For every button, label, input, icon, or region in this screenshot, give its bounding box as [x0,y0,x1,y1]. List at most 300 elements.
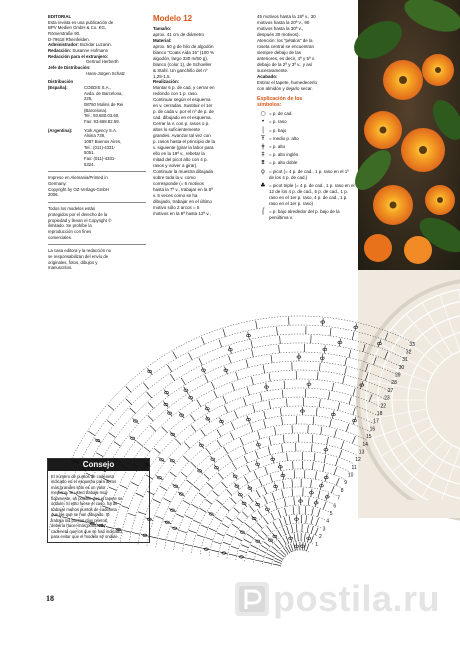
crochet-symbol-icon: ⌠ [261,207,265,215]
stitch-mark [319,399,320,407]
continuation-line: Atención: los “pétalos” de la [257,37,313,43]
legend-item [257,169,355,181]
crochet-symbol-icon: ♣ [260,181,266,189]
stitch-mark [213,491,219,496]
stitch-mark [276,555,283,559]
rights-line: ilimitado. Se prohíbe la [48,223,92,229]
rights-line: protegidos por el derecho de la [48,211,108,217]
round-number: 12 [355,457,361,464]
stitch-mark [251,528,257,533]
stitch-mark [126,399,132,405]
legend-item [257,144,355,150]
espana-address [84,85,146,125]
stitch-mark [246,558,254,560]
stitch-mark [201,430,206,437]
stitch-mark [264,411,266,419]
stitch-mark [156,516,164,519]
legend-item [257,136,355,142]
stitch-mark [197,400,201,407]
continuation-line: anteriores, es decir, 4ª y 5ª v. [257,55,316,61]
stitch-mark [109,433,116,438]
continuation-line: 45 motivos hasta la 18ª v., 30 [257,14,316,19]
stitch-mark [312,507,314,515]
stitch-mark [330,419,332,427]
stitch-mark [353,388,355,396]
consejo-line: El número de puntos de cadeneta [51,474,114,479]
stitch-mark [253,405,255,413]
consejo-box [47,458,150,543]
material-line: aprox. 50 g de hilo de algodón [153,43,214,49]
stitch-mark [130,408,136,414]
stitch-mark [261,545,268,549]
stitch-mark [244,523,250,528]
address-line: York Agency S.A. [84,127,118,133]
stitch-mark [181,472,187,477]
legend-text: = p. alto doble [269,160,298,166]
stitch-mark [255,560,263,562]
stitch-mark [258,431,260,439]
intro-line: Esta revista es una publicación de [48,19,114,25]
stitch-mark [193,486,199,491]
round-number: 30 [398,364,405,371]
address-line: 5324. [84,161,95,167]
stitch-mark [217,533,224,536]
stitch-mark [257,441,260,449]
round-number: 31 [402,357,408,364]
stitch-mark [320,482,322,490]
realizacion-line: v. 5 veces como se ha [153,193,198,199]
round-number: 27 [387,387,394,394]
realizacion-line: sobre toda la v. como [153,175,196,181]
round-number: 1 [315,541,319,548]
stitch-mark [170,472,176,477]
stitch-mark [148,403,153,409]
stitch-mark [293,461,294,469]
stitch-mark [272,493,275,501]
stitch-mark [168,365,172,372]
stitch-mark [218,473,223,479]
stitch-mark [206,499,212,504]
stitch-mark [202,367,206,374]
round-number: 3 [322,526,326,533]
legend-text: = medio p. alto [269,135,299,141]
stitch-mark [294,534,295,542]
stitch-mark [315,499,317,507]
dist-label: Distribución [48,79,74,85]
stitch-mark [237,518,243,523]
stitch-mark [269,550,276,554]
stitch-mark [206,448,211,454]
crochet-symbol-icon: ǂ [261,143,265,151]
stitch-mark [220,552,228,554]
stitch-mark [290,544,293,552]
stitch-mark [275,502,278,510]
intro-line: D-79618 Rheinfelden. [48,36,90,42]
stitch-mark [274,561,282,564]
stitch-mark [189,353,193,360]
realizacion-line: en v. cerradas. Sustituir el 1er [153,103,213,109]
stitch-mark [162,427,168,433]
stitch-mark [225,367,228,375]
stitch-mark [292,479,293,487]
crochet-symbol-icon: Ŧ [261,134,265,142]
stitch-mark [345,367,347,375]
stitch-mark [311,444,312,452]
stitch-mark [235,537,242,541]
realizacion-line: Montar 6 p. de cad. y cerrar en [153,85,215,91]
consejo-line: ondule. Si esto fuese el caso, ha de [51,501,118,507]
stitch-mark [236,372,239,380]
stitch-mark [345,358,347,366]
stitch-mark [190,415,195,422]
stitch-mark [324,455,326,463]
material-line: & Stahl. Un ganchillo del nº [153,67,208,73]
consejo-line: más grandes sólo es un valor [51,484,106,490]
rights-line: comerciales. [48,234,73,240]
stitch-mark [204,474,210,480]
legend-text: = p. raso [269,119,287,125]
crochet-symbol-icon: ○ [260,110,266,118]
stitch-mark [321,427,322,435]
stitch-mark [160,486,167,490]
resp-line: manuscritos. [48,265,73,271]
stitch-mark [352,436,355,443]
stitch-mark [291,525,293,533]
stitch-mark [279,519,282,526]
stitch-mark [334,430,336,438]
address-line: COEDIS S.A., [84,85,111,91]
simbolos-title-line1: Explicación de los [257,95,303,102]
instructions-column [153,14,253,217]
stitch-mark [176,542,184,544]
address-line: Fax: 93.668.82.59. [84,119,120,125]
consejo-line: indicado en el esquema para arcos [51,479,117,485]
divider [48,244,146,245]
stitch-mark [251,545,258,549]
tamano-label: Tamaño: [153,25,172,31]
rights-line: Todos los modelos están [48,206,96,212]
continuation-line: roseta central se encuentran [257,43,315,49]
stitch-mark [322,354,323,362]
stitch-mark [247,534,254,539]
stitch-mark [263,518,268,525]
crochet-symbol-icon: │ [261,126,265,134]
stitch-mark [201,525,208,528]
espana-label: (España): [48,85,68,91]
stitch-mark [217,430,221,437]
symbol-legend [257,111,355,221]
stitch-mark [308,425,309,433]
stitch-mark [248,551,256,554]
stitch-mark [205,375,209,382]
stitch-mark [173,351,177,358]
stitch-mark [150,426,156,432]
stitch-mark [293,506,294,514]
round-number: 9 [344,480,348,487]
stitch-mark [324,345,325,353]
stitch-mark [272,455,274,463]
watermark [235,578,440,620]
stitch-mark [349,350,351,358]
editorial-intro [48,20,146,43]
stitch-mark [215,517,222,521]
stitch-mark [316,408,317,416]
material-line: blanco “Coats Aida 15” (100 % [153,49,215,55]
stitch-mark [315,528,318,535]
stitch-mark [126,387,132,393]
round-number: 32 [405,349,412,356]
crochet-symbol-icon: ϙ [261,167,265,175]
stitch-mark [252,349,254,357]
stitch-mark [150,536,158,538]
intro-line: Römerstraße 90, [48,31,81,37]
legend-text: = picot (= 4 p. de cad., 1 p. raso en el 1º de los 4 p. de cad.) [269,168,349,180]
realizacion-line: ello en la 19ª v., rebetar la [153,151,205,157]
stitch-mark [296,524,297,532]
stitch-mark [316,518,319,526]
stitch-mark [214,542,222,545]
stitch-mark [270,475,272,483]
acabado-line: Estirar el tapete, humedecerlo [257,79,318,85]
resp-line: originales, fotos, dibujos y [48,259,98,265]
diagram-round [200,469,346,554]
stitch-mark [191,504,198,508]
rights-line: reproducción con fines [48,228,92,234]
stitch-mark [240,438,243,445]
stitch-mark [264,420,266,428]
consejo-line: cadeneta que los que se han indicado, [51,528,123,534]
divider [48,202,146,203]
stitch-mark [284,517,286,525]
stitch-mark [304,533,305,541]
consejo-title: Consejo [48,459,149,471]
stitch-mark [282,472,284,480]
red-label: Redacción: [48,48,72,54]
continuation-line: después 30 motivos). [257,31,300,37]
stitch-mark [330,328,331,336]
stitch-mark [249,505,254,511]
material-label: Material: [153,37,172,43]
stitch-mark [343,376,345,384]
realizacion-label: Realización: [153,79,180,85]
tamano-text: aprox. 41 cm de diámetro [153,31,205,37]
stitch-mark [257,554,265,557]
stitch-mark [287,453,288,461]
stitch-mark [239,550,247,553]
round-number: 10 [347,472,354,479]
stitch-mark [264,542,270,547]
intro-line: BPV Medien GmbH & Co. KG, [48,25,107,31]
stitch-mark [339,450,342,458]
stitch-mark [256,451,259,459]
stitch-mark [263,365,264,373]
stitch-mark [207,483,213,489]
stitch-mark [217,440,221,447]
crochet-symbol-icon: ‡ [261,151,265,159]
stitch-mark [282,444,283,452]
stitch-mark [273,533,278,539]
printed-in [48,175,146,198]
stitch-mark [176,514,183,517]
stitch-mark [223,506,229,511]
acabado-line: con almidón y dejarlo secar. [257,85,313,91]
consejo-line: para evitar que el modelo se ondule. [51,533,119,539]
stitch-mark [164,390,169,396]
diagram-round [280,550,309,567]
argentina-address [84,128,146,168]
stitch-mark [248,485,252,492]
rights-notice [48,206,146,240]
stitch-mark [352,332,354,340]
stitch-mark [220,418,224,425]
stitch-mark [235,483,240,489]
legend-column [257,14,355,223]
stitch-mark [278,510,281,518]
stitch-mark [248,332,250,340]
legend-item [257,183,355,207]
stitch-mark [223,396,226,403]
printed-line: Impreso en Alemania/Printed in [48,175,108,181]
stitch-mark [355,323,357,331]
stitch-mark [315,471,316,479]
diagram-round [111,379,386,540]
legend-item [257,128,355,134]
stitch-mark [319,363,320,371]
stitch-mark [292,488,293,496]
stitch-mark [190,462,196,468]
stitch-mark [252,377,254,385]
stitch-mark [201,337,204,344]
stitch-mark [231,498,237,504]
stitch-mark [200,508,207,512]
crochet-chart [150,300,415,600]
round-number: 2 [319,534,322,541]
stitch-mark [228,455,232,462]
stitch-mark [264,562,272,564]
stitch-mark [248,495,253,502]
address-line: 08750 Molins de Rei [84,102,124,108]
stitch-mark [193,520,200,523]
stitch-mark [234,508,240,513]
stitch-mark [267,526,272,532]
round-number: 13 [358,449,365,456]
realizacion-line: p. rasos hasta el principio de la [153,139,216,145]
admin-label: Administrador: [48,42,79,48]
realizacion-line: Cerrar la v. con p. rasos o p. [153,121,210,127]
round-number: 15 [366,434,372,441]
stitch-mark [266,383,267,391]
realizacion-text [153,85,253,217]
stitch-mark [256,501,260,508]
stitch-mark [179,530,187,533]
stitch-mark [331,486,334,493]
stitch-mark [290,535,292,543]
stitch-mark [334,467,337,475]
resp-line: La casa editora y la redacción no [48,248,112,254]
round-number: 22 [380,403,387,410]
stitch-mark [170,374,174,381]
round-number: 8 [340,487,344,494]
stitch-mark [311,536,314,544]
stitch-mark [244,398,247,406]
stitch-mark [189,530,197,533]
primrose-flowers-doily-photo [358,0,460,518]
stitch-mark [306,515,307,523]
stitch-mark [277,327,278,335]
stitch-mark [264,487,267,494]
diagram-round [165,433,363,549]
stitch-mark [308,534,310,542]
stitch-mark [183,456,189,462]
diagram-round [218,487,338,557]
stitch-mark [258,511,263,518]
stitch-mark [258,535,264,540]
stitch-mark [244,539,251,543]
stitch-mark [229,554,237,556]
stitch-mark [221,482,226,488]
stitch-mark [302,542,303,550]
stitch-mark [313,417,314,425]
stitch-mark [269,438,271,446]
stitch-mark [223,329,225,337]
stitch-mark [226,517,233,522]
legend-text: = p. alto [269,144,286,150]
stitch-mark [312,435,313,443]
stitch-mark [257,523,262,529]
stitch-mark [311,526,313,534]
legend-item [257,111,355,117]
stitch-mark [159,538,167,540]
realizacion-line: motivo sólo 2 arcos = 5 [153,205,200,211]
red-value: Susanne Hofmann [72,48,108,54]
realizacion-line: cad. dibujado en el esquema. [153,115,212,121]
continuation-line: debajo de la 2ª y 3ª v., y así [257,61,313,67]
round-number: 6 [333,503,337,510]
editorial-header: EDITORIAL [48,14,72,19]
round-number: 14 [362,441,368,448]
stitch-mark [317,372,318,380]
stitch-mark [336,478,339,485]
stitch-mark [318,491,320,499]
stitch-mark [307,525,308,533]
stitch-mark [114,442,121,447]
stitch-mark [153,499,160,503]
stitch-mark [341,441,344,449]
red-ext-label: Redacción para el extranjero: [48,53,109,59]
stitch-mark [185,544,193,546]
stitch-mark [275,558,282,561]
realizacion-line: motivos en la 8ª hasta 12ª v., [153,211,211,217]
round-number: 11 [351,464,357,471]
stitch-mark [265,467,268,475]
stitch-mark [96,453,103,457]
round-number: 16 [369,426,376,433]
printed-line: Copyright by OZ-Verlags-GmbH [48,186,109,192]
address-line: 225, [84,96,93,102]
stitch-mark [164,498,171,502]
stitch-mark [189,394,193,401]
stitch-mark [286,536,289,543]
stitch-mark [185,442,190,448]
stitch-mark [282,390,283,398]
stitch-mark [271,513,275,520]
round-number: 5 [329,511,333,517]
stitch-mark [147,392,152,398]
stitch-mark [284,499,286,507]
stitch-mark [224,406,227,413]
legend-text: = p. bajo alrededor del p. bajo de la penúltima v. [269,208,340,220]
realizacion-line: v. siguiente (girar la labor para [153,145,214,151]
